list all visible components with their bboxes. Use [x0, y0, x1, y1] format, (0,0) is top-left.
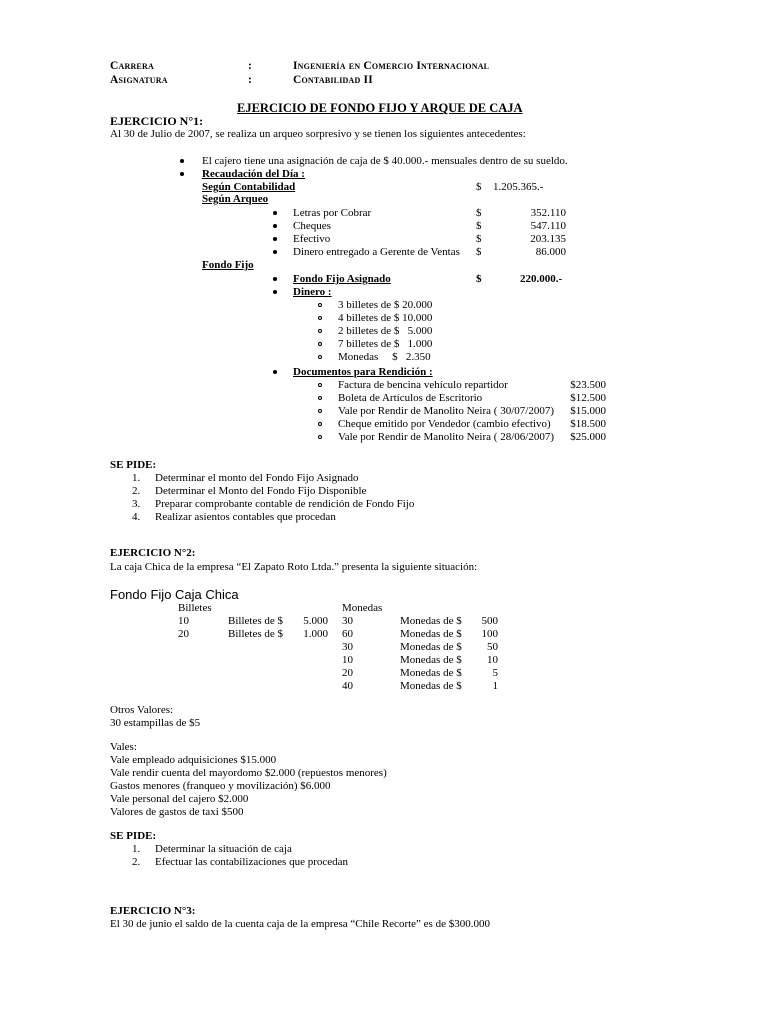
moneda-value: 500: [481, 615, 498, 627]
carrera-value: Ingeniería en Comercio Internacional: [293, 60, 490, 72]
moneda-label: Monedas de $: [400, 680, 462, 692]
doc-item-value: $15.000: [570, 405, 606, 417]
ex1-segun-contabilidad-currency: $: [476, 181, 482, 193]
moneda-label: Monedas de $: [400, 641, 462, 653]
doc-item-label: Boleta de Artículos de Escritorio: [338, 392, 483, 404]
ex1-recaudacion: Recaudación del Día :: [202, 168, 305, 180]
moneda-qty: 30: [342, 615, 353, 627]
moneda-value: 1: [492, 680, 498, 692]
dinero-item: 2 billetes de $ 5.000: [338, 325, 433, 337]
asignatura-label: Asignatura: [110, 74, 168, 86]
ex2-heading: EJERCICIO N°2:: [110, 547, 196, 559]
ex2-subtitle: Fondo Fijo Caja Chica: [110, 587, 239, 602]
arqueo-item-label: Letras por Cobrar: [293, 207, 372, 219]
circle-bullet-icon: [318, 383, 322, 387]
dinero-item: 3 billetes de $ 20.000: [338, 299, 433, 311]
bullet-icon: [273, 237, 277, 241]
bullet-icon: [273, 370, 277, 374]
moneda-value: 10: [487, 654, 498, 666]
moneda-value: 50: [487, 641, 498, 653]
doc-item-label: Vale por Rendir de Manolito Neira ( 28/06/2007): [338, 431, 554, 443]
task-number: 2.: [132, 856, 141, 868]
billete-label: Billetes de $: [228, 628, 283, 640]
moneda-qty: 30: [342, 641, 353, 653]
ex2-vales-header: Vales:: [110, 741, 137, 753]
circle-bullet-icon: [318, 316, 322, 320]
task-text: Determinar el Monto del Fondo Fijo Disponible: [155, 485, 367, 497]
moneda-value: 5: [492, 667, 498, 679]
arqueo-item-currency: $: [476, 207, 482, 219]
moneda-qty: 10: [342, 654, 353, 666]
arqueo-item-value: 352.110: [530, 207, 566, 219]
ex1-segun-contabilidad-value: 1.205.365.-: [493, 181, 544, 193]
ex3-intro: El 30 de junio el saldo de la cuenta caja de la empresa “Chile Recorte” es de $300.000: [110, 918, 490, 930]
ex1-ff-asignado-currency: $: [476, 273, 482, 285]
doc-item-value: $23.500: [570, 379, 606, 391]
task-number: 1.: [132, 472, 141, 484]
task-number: 3.: [132, 498, 141, 510]
vale-item: Valores de gastos de taxi $500: [110, 806, 244, 818]
moneda-label: Monedas de $: [400, 628, 462, 640]
task-number: 1.: [132, 843, 141, 855]
dinero-item: 7 billetes de $ 1.000: [338, 338, 433, 350]
ex1-documentos: Documentos para Rendición :: [293, 366, 433, 378]
asignatura-value: Contabilidad II: [293, 74, 373, 86]
doc-item-label: Vale por Rendir de Manolito Neira ( 30/07/2007): [338, 405, 554, 417]
circle-bullet-icon: [318, 329, 322, 333]
vale-item: Vale empleado adquisiciones $15.000: [110, 754, 277, 766]
doc-item-value: $12.500: [570, 392, 606, 404]
circle-bullet-icon: [318, 422, 322, 426]
billete-value: 1.000: [303, 628, 328, 640]
doc-item-value: $25.000: [570, 431, 606, 443]
arqueo-item-value: 547.110: [530, 220, 566, 232]
bullet-icon: [273, 250, 277, 254]
task-text: Realizar asientos contables que procedan: [155, 511, 336, 523]
arqueo-item-label: Dinero entregado a Gerente de Ventas: [293, 246, 460, 258]
circle-bullet-icon: [318, 435, 322, 439]
moneda-qty: 20: [342, 667, 353, 679]
bullet-icon: [273, 224, 277, 228]
task-text: Preparar comprobante contable de rendición de Fondo Fijo: [155, 498, 415, 510]
arqueo-item-currency: $: [476, 233, 482, 245]
billete-value: 5.000: [303, 615, 328, 627]
billetes-header: Billetes: [178, 602, 212, 614]
circle-bullet-icon: [318, 342, 322, 346]
task-number: 2.: [132, 485, 141, 497]
ex2-otros-valores: Otros Valores:: [110, 704, 174, 716]
moneda-value: 100: [481, 628, 498, 640]
ex1-dinero: Dinero :: [293, 286, 332, 298]
ex1-segun-contabilidad: Según Contabilidad: [202, 181, 296, 193]
moneda-label: Monedas de $: [400, 654, 462, 666]
bullet-icon: [273, 211, 277, 215]
ex1-se-pide: SE PIDE:: [110, 459, 157, 471]
task-number: 4.: [132, 511, 141, 523]
moneda-label: Monedas de $: [400, 667, 462, 679]
task-text: Determinar la situación de caja: [155, 843, 292, 855]
vale-item: Vale personal del cajero $2.000: [110, 793, 249, 805]
doc-item-value: $18.500: [570, 418, 606, 430]
asignatura-colon: :: [248, 74, 253, 86]
ex3-heading: EJERCICIO N°3:: [110, 905, 196, 917]
arqueo-item-currency: $: [476, 220, 482, 232]
dinero-item: 4 billetes de $ 10.000: [338, 312, 433, 324]
circle-bullet-icon: [318, 409, 322, 413]
arqueo-item-label: Cheques: [293, 220, 331, 232]
arqueo-item-label: Efectivo: [293, 233, 331, 245]
ex1-ff-asignado: Fondo Fijo Asignado: [293, 273, 391, 285]
doc-item-label: Cheque emitido por Vendedor (cambio efectivo): [338, 418, 551, 430]
carrera-colon: :: [248, 60, 253, 72]
bullet-icon: [180, 159, 184, 163]
document-title: EJERCICIO DE FONDO FIJO Y ARQUE DE CAJA: [237, 101, 523, 115]
circle-bullet-icon: [318, 396, 322, 400]
ex1-ff-asignado-value: 220.000.-: [520, 273, 563, 285]
vale-item: Gastos menores (franqueo y movilización) $6.000: [110, 780, 331, 792]
ex2-se-pide: SE PIDE:: [110, 830, 157, 842]
bullet-icon: [273, 277, 277, 281]
billete-label: Billetes de $: [228, 615, 283, 627]
billete-qty: 10: [178, 615, 189, 627]
bullet-icon: [273, 290, 277, 294]
ex1-intro: Al 30 de Julio de 2007, se realiza un arqueo sorpresivo y se tienen los siguientes antecedentes:: [110, 128, 526, 140]
moneda-label: Monedas de $: [400, 615, 462, 627]
task-text: Determinar el monto del Fondo Fijo Asignado: [155, 472, 359, 484]
arqueo-item-currency: $: [476, 246, 482, 258]
ex1-heading: EJERCICIO N°1:: [110, 114, 204, 128]
dinero-item: Monedas $ 2.350: [338, 351, 431, 363]
ex1-fondo-fijo: Fondo Fijo: [202, 259, 254, 271]
task-text: Efectuar las contabilizaciones que procedan: [155, 856, 349, 868]
vale-item: Vale rendir cuenta del mayordomo $2.000 (repuestos menores): [110, 767, 387, 779]
circle-bullet-icon: [318, 355, 322, 359]
ex1-bullet-asignacion: El cajero tiene una asignación de caja de $ 40.000.- mensuales dentro de su sueldo.: [202, 155, 568, 167]
ex2-estampillas: 30 estampillas de $5: [110, 717, 201, 729]
doc-item-label: Factura de bencina vehículo repartidor: [338, 379, 508, 391]
moneda-qty: 40: [342, 680, 353, 692]
ex2-intro: La caja Chica de la empresa “El Zapato Roto Ltda.” presenta la siguiente situación:: [110, 561, 478, 573]
monedas-header: Monedas: [342, 602, 383, 614]
circle-bullet-icon: [318, 303, 322, 307]
carrera-label: Carrera: [110, 60, 154, 72]
ex1-segun-arqueo: Según Arqueo: [202, 193, 269, 205]
moneda-qty: 60: [342, 628, 353, 640]
bullet-icon: [180, 172, 184, 176]
billete-qty: 20: [178, 628, 189, 640]
arqueo-item-value: 203.135: [530, 233, 566, 245]
arqueo-item-value: 86.000: [535, 246, 566, 258]
